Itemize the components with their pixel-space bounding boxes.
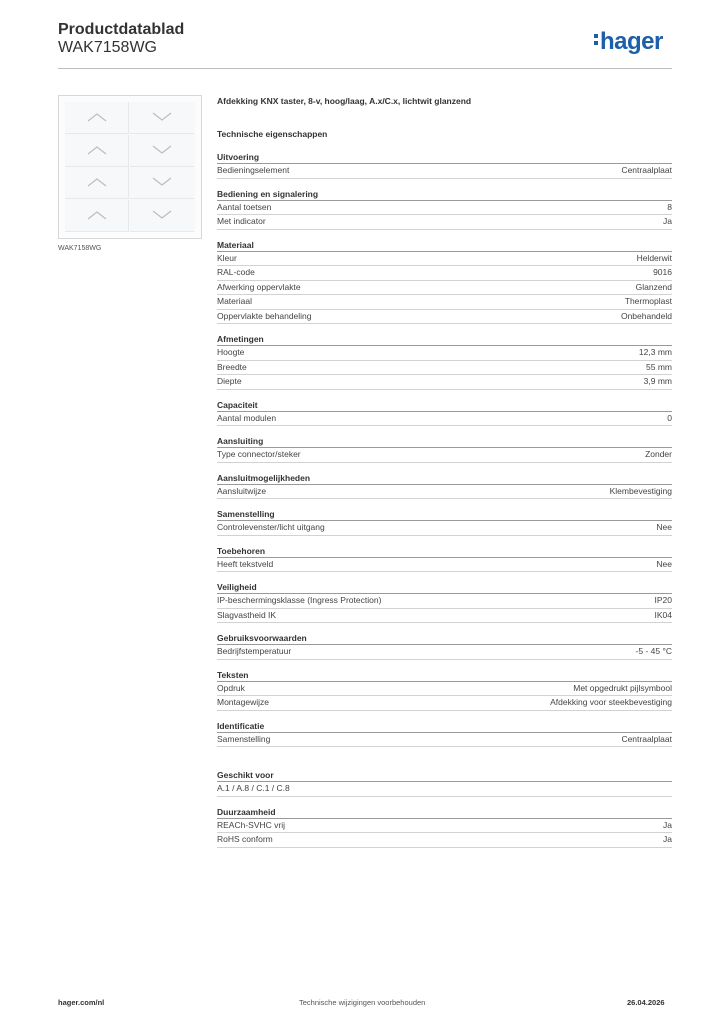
spec-row — [217, 782, 672, 797]
section-title: Gebruiksvoorwaarden — [217, 633, 672, 645]
spec-label: Bedieningselement — [217, 165, 290, 175]
section-title: Samenstelling — [217, 509, 672, 521]
spec-label: Samenstelling — [217, 733, 271, 744]
spec-row — [217, 819, 672, 834]
chevron-up-icon — [87, 210, 107, 220]
spec-row — [217, 645, 672, 660]
footer-website-link[interactable]: hager.com/nl — [58, 998, 105, 1007]
spec-value: Ja — [663, 216, 672, 226]
spec-label: Met indicator — [217, 216, 266, 226]
keypad-key — [130, 167, 194, 199]
spec-label: Materiaal — [217, 296, 252, 306]
spec-label: Oppervlakte behandeling — [217, 310, 312, 321]
spec-label: Montagewijze — [217, 697, 269, 707]
spec-row — [217, 682, 672, 697]
spec-value: 3,9 mm — [643, 376, 672, 386]
spec-value: Zonder — [645, 449, 672, 459]
spec-row — [217, 346, 672, 361]
spec-label: Controlevenster/licht uitgang — [217, 522, 325, 532]
spec-row — [217, 609, 672, 624]
spec-label: RAL-code — [217, 267, 255, 277]
spec-value: Met opgedrukt pijlsymbool — [573, 682, 672, 693]
spec-row — [217, 485, 672, 500]
spec-row — [217, 281, 672, 296]
spec-row — [217, 594, 672, 609]
spec-label: Aantal modulen — [217, 412, 277, 423]
spec-value: Centraalplaat — [621, 733, 672, 744]
spec-section — [217, 721, 672, 748]
spec-section — [217, 334, 672, 390]
spec-value: IP20 — [654, 595, 672, 605]
section-title: Materiaal — [217, 240, 672, 252]
spec-value: Ja — [663, 819, 672, 830]
spec-label: Heeft tekstveld — [217, 558, 274, 569]
spec-value: Helderwit — [636, 252, 672, 263]
spec-section — [217, 582, 672, 623]
spec-section — [217, 400, 672, 427]
spec-value: Centraalplaat — [621, 165, 672, 175]
spec-label: Aansluitwijze — [217, 485, 267, 496]
document-title: Productdatablad — [58, 21, 185, 38]
spec-value: 8 — [667, 201, 672, 212]
spec-section — [217, 670, 672, 711]
section-gap — [217, 757, 672, 770]
spec-row — [217, 696, 672, 711]
spec-section-sustainability — [217, 807, 672, 848]
spec-value: Glanzend — [635, 281, 672, 292]
section-title: Aansluitmogelijkheden — [217, 473, 672, 485]
chevron-down-icon — [152, 112, 172, 122]
spec-section — [217, 189, 672, 230]
spec-label: Hoogte — [217, 347, 245, 357]
spec-content — [217, 96, 672, 858]
spec-row — [217, 833, 672, 848]
keypad-key — [65, 102, 129, 134]
keypad-key — [130, 200, 194, 232]
spec-label: Type connector/steker — [217, 449, 301, 459]
spec-row — [217, 558, 672, 573]
section-title: Identificatie — [217, 721, 672, 733]
section-title: Bediening en signalering — [217, 189, 672, 201]
spec-value: 0 — [667, 412, 672, 423]
spec-value: 9016 — [653, 267, 672, 277]
section-title: Afmetingen — [217, 334, 672, 346]
spec-row — [217, 521, 672, 536]
spec-row — [217, 266, 672, 281]
spec-section — [217, 633, 672, 660]
spec-label: Afwerking oppervlakte — [217, 281, 301, 292]
spec-section — [217, 240, 672, 325]
sustainability-rows — [217, 819, 672, 848]
spec-section — [217, 509, 672, 536]
spec-value: Nee — [656, 558, 672, 569]
chevron-up-icon — [87, 177, 107, 187]
spec-label: Opdruk — [217, 682, 245, 693]
section-title: Veiligheid — [217, 582, 672, 594]
spec-section-suitable — [217, 770, 672, 797]
spec-row — [217, 310, 672, 325]
product-description: Afdekking KNX taster, 8-v, hoog/laag, A.x/C.x, lichtwit glanzend — [217, 96, 472, 106]
spec-label: RoHS conform — [217, 834, 273, 844]
spec-row — [217, 215, 672, 230]
spec-label: Kleur — [217, 252, 237, 263]
keypad-key — [65, 135, 129, 167]
section-title: Geschikt voor — [217, 770, 672, 782]
image-caption: WAK7158WG — [58, 245, 102, 252]
keypad-key — [130, 102, 194, 134]
spec-label: Aantal toetsen — [217, 201, 272, 212]
section-title: Toebehoren — [217, 546, 672, 558]
spec-value: 12,3 mm — [638, 347, 672, 357]
section-title: Capaciteit — [217, 400, 672, 412]
spec-value: IK04 — [654, 609, 672, 620]
chevron-up-icon — [87, 112, 107, 122]
spec-row — [217, 361, 672, 376]
spec-value: Onbehandeld — [620, 310, 672, 321]
header-divider — [58, 68, 672, 69]
product-image — [58, 95, 202, 239]
keypad-illustration — [65, 102, 195, 232]
spec-value: 55 mm — [646, 361, 672, 372]
footer-date: 26.04.2026 — [627, 998, 665, 1007]
spec-row — [217, 164, 672, 179]
section-title: Aansluiting — [217, 436, 672, 448]
spec-row — [217, 375, 672, 390]
product-code: WAK7158WG — [58, 39, 157, 56]
spec-section — [217, 473, 672, 500]
spec-label: Diepte — [217, 376, 242, 386]
spec-label: Bedrijfstemperatuur — [217, 646, 292, 656]
spec-row — [217, 412, 672, 427]
chevron-down-icon — [152, 145, 172, 155]
chevron-down-icon — [152, 210, 172, 220]
spec-label: Breedte — [217, 361, 247, 372]
spec-row — [217, 733, 672, 748]
chevron-down-icon — [152, 177, 172, 187]
logo-dots-icon — [594, 28, 598, 45]
logo-text: hager — [600, 28, 663, 55]
spec-row — [217, 201, 672, 216]
spec-row — [217, 252, 672, 267]
spec-value: A.1 / A.8 / C.1 / C.8 — [217, 783, 290, 793]
spec-value: Afdekking voor steekbevestiging — [550, 697, 672, 707]
spec-value: Klembevestiging — [609, 485, 672, 496]
section-title: Uitvoering — [217, 152, 672, 164]
section-title: Duurzaamheid — [217, 807, 672, 819]
hager-logo[interactable] — [594, 28, 663, 56]
spec-value: -5 - 45 °C — [635, 646, 672, 656]
spec-value: Ja — [663, 834, 672, 844]
spec-section — [217, 152, 672, 179]
spec-row — [217, 448, 672, 463]
footer-notice: Technische wijzigingen voorbehouden — [299, 998, 426, 1007]
spec-value: Nee — [656, 522, 672, 532]
chevron-up-icon — [87, 145, 107, 155]
spec-label: Slagvastheid IK — [217, 609, 277, 620]
spec-sections — [217, 152, 672, 747]
spec-label: IP-beschermingsklasse (Ingress Protection) — [217, 595, 382, 605]
spec-section — [217, 436, 672, 463]
spec-value: Thermoplast — [624, 296, 672, 306]
keypad-key — [65, 167, 129, 199]
spec-label: REACh-SVHC vrij — [217, 819, 286, 830]
tech-properties-heading: Technische eigenschappen — [217, 129, 328, 139]
spec-section — [217, 546, 672, 573]
section-title: Teksten — [217, 670, 672, 682]
keypad-key — [130, 135, 194, 167]
keypad-key — [65, 200, 129, 232]
spec-row — [217, 295, 672, 310]
